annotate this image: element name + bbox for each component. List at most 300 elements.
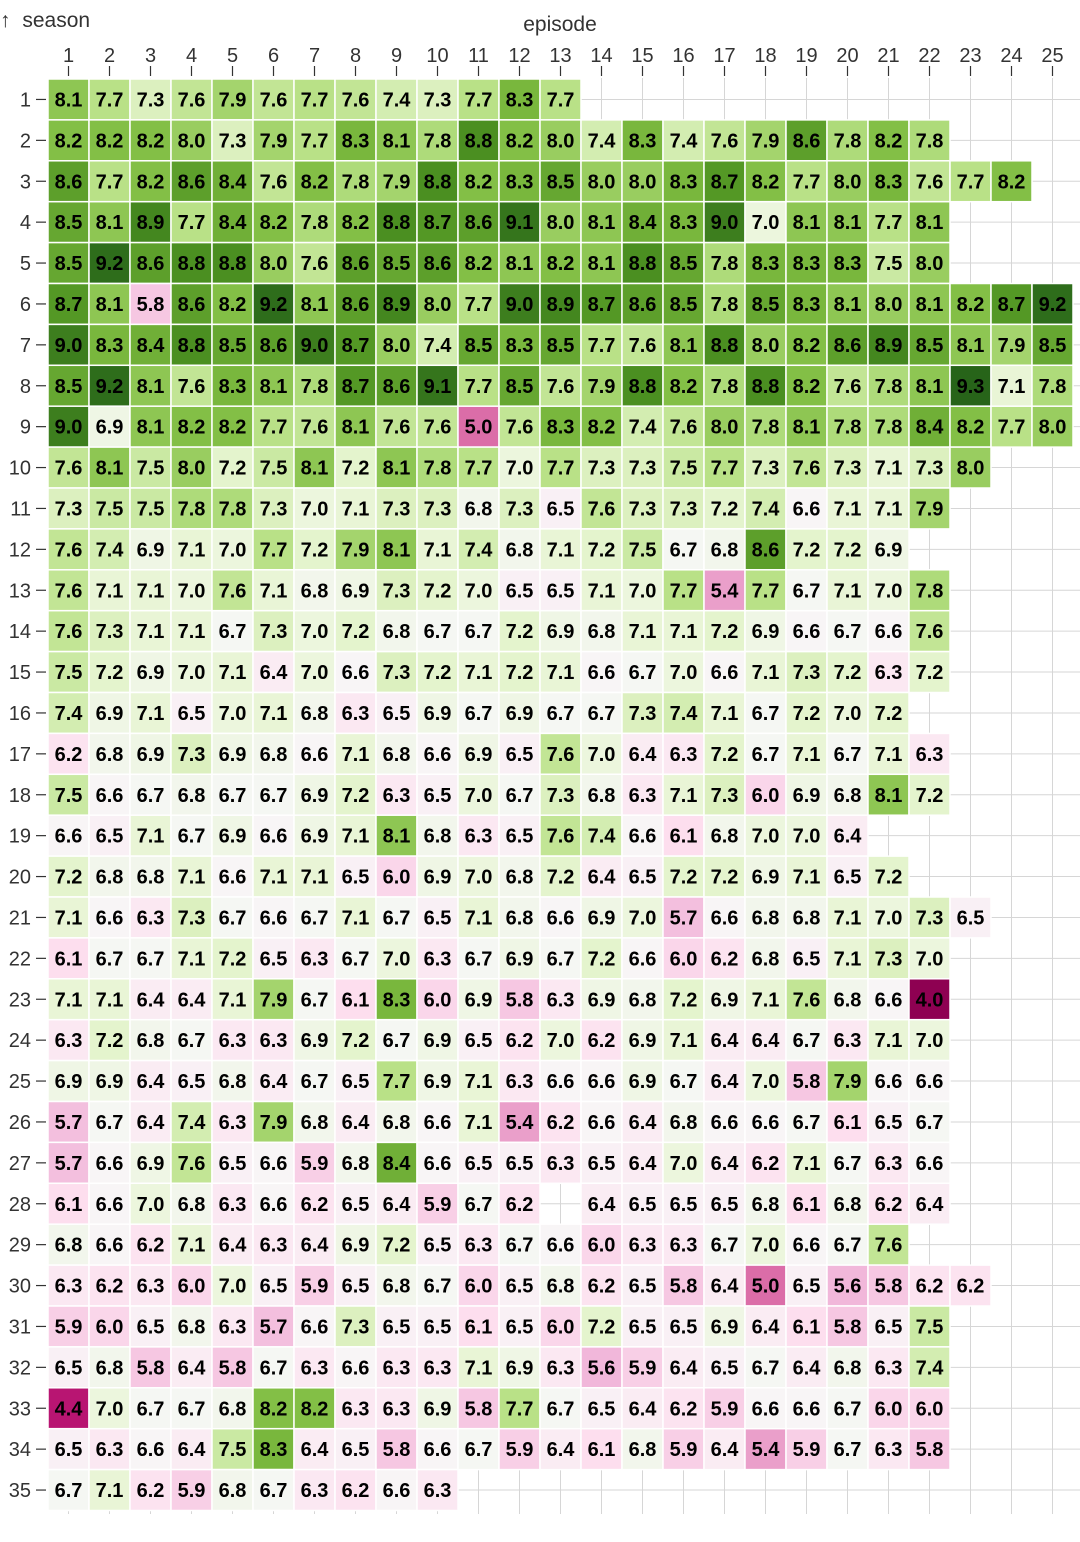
cell-value-label: 7.2 xyxy=(341,457,370,480)
y-tick-label: 16 xyxy=(8,702,31,725)
cell-value-label: 6.3 xyxy=(423,948,452,971)
cell-value-label: 7.6 xyxy=(587,498,616,521)
cell-value-label: 9.2 xyxy=(259,293,288,316)
cell-value-label: 5.9 xyxy=(177,1480,206,1503)
cell-value-label: 6.3 xyxy=(669,743,698,766)
cell-value-label: 7.0 xyxy=(751,212,780,235)
cell-value-label: 6.4 xyxy=(587,1193,616,1216)
cell-value-label: 5.7 xyxy=(669,907,698,930)
cell-value-label: 8.1 xyxy=(54,89,83,112)
cell-value-label: 8.4 xyxy=(136,334,165,357)
cell-value-label: 6.5 xyxy=(669,1316,698,1339)
cell-value-label: 7.5 xyxy=(259,457,288,480)
cell-value-label: 7.3 xyxy=(54,498,83,521)
cell-value-label: 6.8 xyxy=(833,784,862,807)
cell-value-label: 6.8 xyxy=(177,784,206,807)
cell-value-label: 7.3 xyxy=(218,130,247,153)
cell-value-label: 9.0 xyxy=(54,334,83,357)
cell-value-label: 6.5 xyxy=(464,1152,493,1175)
cell-value-label: 7.8 xyxy=(300,375,329,398)
cell-value-label: 7.1 xyxy=(833,907,862,930)
cell-value-label: 6.6 xyxy=(341,1357,370,1380)
cell-value-label: 8.1 xyxy=(792,416,821,439)
cell-value-label: 7.4 xyxy=(751,498,780,521)
cell-value-label: 5.9 xyxy=(505,1439,534,1462)
cell-value-label: 5.6 xyxy=(833,1275,862,1298)
cell-value-label: 6.5 xyxy=(587,1398,616,1421)
cell-value-label: 6.8 xyxy=(382,1275,411,1298)
cell-value-label: 7.6 xyxy=(915,171,944,194)
cell-value-label: 8.7 xyxy=(54,293,83,316)
cell-value-label: 6.9 xyxy=(136,662,165,685)
cell-value-label: 6.3 xyxy=(136,907,165,930)
cell-value-label: 8.4 xyxy=(382,1152,411,1175)
cell-value-label: 8.1 xyxy=(382,539,411,562)
cell-value-label: 6.2 xyxy=(710,948,739,971)
cell-value-label: 6.3 xyxy=(382,1357,411,1380)
cell-value-label: 6.3 xyxy=(874,1152,903,1175)
y-tick-label: 24 xyxy=(8,1030,31,1053)
x-axis xyxy=(63,13,1064,76)
cell-value-label: 6.3 xyxy=(136,1275,165,1298)
cell-value-label: 7.5 xyxy=(874,253,903,276)
cell-value-label: 7.2 xyxy=(792,702,821,725)
cell-value-label: 7.2 xyxy=(505,662,534,685)
cell-value-label: 9.1 xyxy=(423,375,452,398)
cell-value-label: 6.7 xyxy=(259,784,288,807)
cell-value-label: 8.1 xyxy=(915,375,944,398)
cell-value-label: 6.8 xyxy=(751,907,780,930)
cell-value-label: 6.7 xyxy=(177,1030,206,1053)
cell-value-label: 6.5 xyxy=(423,784,452,807)
cell-value-label: 7.0 xyxy=(177,580,206,603)
cell-value-label: 6.0 xyxy=(546,1316,575,1339)
cell-value-label: 8.2 xyxy=(136,171,165,194)
cell-value-label: 6.4 xyxy=(710,1275,739,1298)
cell-value-label: 8.2 xyxy=(874,130,903,153)
cell-value-label: 7.0 xyxy=(136,1193,165,1216)
cell-value-label: 6.3 xyxy=(259,1234,288,1257)
cell-value-label: 6.8 xyxy=(300,702,329,725)
cell-value-label: 8.0 xyxy=(833,171,862,194)
cell-value-label: 7.3 xyxy=(259,498,288,521)
cell-value-label: 7.3 xyxy=(382,662,411,685)
cell-value-label: 7.3 xyxy=(833,457,862,480)
cell-value-label: 6.9 xyxy=(423,1398,452,1421)
cell-value-label: 6.9 xyxy=(136,539,165,562)
cell-value-label: 6.4 xyxy=(136,1111,165,1134)
cell-value-label: 7.8 xyxy=(341,171,370,194)
cell-value-label: 7.8 xyxy=(874,416,903,439)
cell-value-label: 8.5 xyxy=(54,212,83,235)
cell-value-label: 6.9 xyxy=(546,621,575,644)
cell-value-label: 6.5 xyxy=(505,1275,534,1298)
cell-value-label: 7.7 xyxy=(505,1398,534,1421)
cell-value-label: 8.1 xyxy=(669,334,698,357)
cell-value-label: 8.2 xyxy=(259,212,288,235)
cell-value-label: 7.6 xyxy=(874,1234,903,1257)
cell-value-label: 6.6 xyxy=(792,1234,821,1257)
cell-value-label: 6.3 xyxy=(874,1439,903,1462)
cell-value-label: 6.4 xyxy=(177,1357,206,1380)
cell-value-label: 6.0 xyxy=(382,866,411,889)
cell-value-label: 6.2 xyxy=(956,1275,985,1298)
cell-value-label: 7.7 xyxy=(997,416,1026,439)
cell-value-label: 8.2 xyxy=(751,171,780,194)
cell-value-label: 8.0 xyxy=(382,334,411,357)
cell-value-label: 6.8 xyxy=(218,1480,247,1503)
cell-value-label: 6.7 xyxy=(505,1234,534,1257)
cell-value-label: 7.5 xyxy=(54,784,83,807)
cell-value-label: 6.3 xyxy=(669,1234,698,1257)
cell-value-label: 6.4 xyxy=(587,866,616,889)
cell-value-label: 8.1 xyxy=(956,334,985,357)
cell-value-label: 6.4 xyxy=(546,1439,575,1462)
cell-value-label: 7.7 xyxy=(751,580,780,603)
cell-value-label: 6.5 xyxy=(423,907,452,930)
x-tick-label: 16 xyxy=(672,45,695,67)
cell-value-label: 8.6 xyxy=(177,293,206,316)
cell-value-label: 7.1 xyxy=(95,989,124,1012)
cell-value-label: 8.6 xyxy=(177,171,206,194)
cell-value-label: 8.3 xyxy=(546,416,575,439)
cell-value-label: 6.9 xyxy=(54,1071,83,1094)
x-tick-label: 9 xyxy=(390,45,403,67)
cell-value-label: 6.6 xyxy=(546,1234,575,1257)
cell-value-label: 6.3 xyxy=(341,702,370,725)
cell-value-label: 5.8 xyxy=(833,1316,862,1339)
cell-value-label: 8.2 xyxy=(136,130,165,153)
cell-value-label: 6.5 xyxy=(505,1316,534,1339)
x-tick-label: 5 xyxy=(226,45,239,67)
cell-value-label: 8.0 xyxy=(710,416,739,439)
cell-value-label: 8.1 xyxy=(95,457,124,480)
cell-value-label: 8.0 xyxy=(259,253,288,276)
x-tick-label: 3 xyxy=(144,45,157,67)
cell-value-label: 8.0 xyxy=(956,457,985,480)
cell-value-label: 6.4 xyxy=(177,1439,206,1462)
cell-value-label: 7.0 xyxy=(915,1030,944,1053)
cell-value-label: 7.7 xyxy=(956,171,985,194)
cell-value-label: 6.2 xyxy=(669,1398,698,1421)
cell-value-label: 7.4 xyxy=(54,702,83,725)
cell-value-label: 8.7 xyxy=(587,293,616,316)
cell-value-label: 7.2 xyxy=(669,866,698,889)
y-tick-label: 34 xyxy=(8,1439,31,1462)
cell-value-label: 7.1 xyxy=(177,866,206,889)
cell-value-label: 7.5 xyxy=(95,498,124,521)
cell-value-label: 6.2 xyxy=(751,1152,780,1175)
cell-value-label: 7.6 xyxy=(628,334,657,357)
cell-value-label: 9.1 xyxy=(505,212,534,235)
cell-value-label: 7.9 xyxy=(382,171,411,194)
cell-value-label: 6.6 xyxy=(710,662,739,685)
cell-value-label: 7.2 xyxy=(54,866,83,889)
cell-value-label: 5.4 xyxy=(710,580,739,603)
cell-value-label: 8.2 xyxy=(54,130,83,153)
cell-value-label: 6.8 xyxy=(751,948,780,971)
cell-value-label: 7.1 xyxy=(464,662,493,685)
cell-value-label: 6.4 xyxy=(259,662,288,685)
cell-value-label: 7.5 xyxy=(915,1316,944,1339)
cell-value-label: 6.3 xyxy=(423,1357,452,1380)
cell-value-label: 8.0 xyxy=(915,253,944,276)
cell-value-label: 8.5 xyxy=(669,293,698,316)
cell-value-label: 7.7 xyxy=(382,1071,411,1094)
cell-value-label: 6.9 xyxy=(751,866,780,889)
cell-value-label: 6.6 xyxy=(792,1398,821,1421)
cell-value-label: 6.7 xyxy=(628,662,657,685)
cell-value-label: 7.2 xyxy=(915,662,944,685)
cell-value-label: 8.8 xyxy=(464,130,493,153)
cell-value-label: 7.8 xyxy=(915,130,944,153)
cell-value-label: 8.2 xyxy=(956,293,985,316)
cell-value-label: 8.1 xyxy=(341,416,370,439)
cell-value-label: 7.1 xyxy=(833,580,862,603)
cell-value-label: 7.2 xyxy=(546,866,575,889)
cell-value-label: 6.5 xyxy=(792,1275,821,1298)
cell-value-label: 6.9 xyxy=(218,825,247,848)
cell-value-label: 8.3 xyxy=(259,1439,288,1462)
cell-value-label: 6.6 xyxy=(587,1111,616,1134)
cell-value-label: 6.7 xyxy=(546,702,575,725)
cell-value-label: 6.6 xyxy=(423,1439,452,1462)
cell-value-label: 6.7 xyxy=(464,1439,493,1462)
cell-value-label: 6.3 xyxy=(915,743,944,766)
cell-value-label: 6.5 xyxy=(341,1439,370,1462)
cell-value-label: 6.7 xyxy=(136,948,165,971)
cell-value-label: 6.7 xyxy=(300,1071,329,1094)
y-tick-label: 13 xyxy=(8,580,31,603)
cell-value-label: 7.6 xyxy=(177,1152,206,1175)
cell-value-label: 8.0 xyxy=(546,130,575,153)
cell-value-label: 7.7 xyxy=(177,212,206,235)
cell-value-label: 8.0 xyxy=(874,293,903,316)
cell-value-label: 7.0 xyxy=(505,457,534,480)
cell-value-label: 6.3 xyxy=(218,1316,247,1339)
y-tick-label: 18 xyxy=(8,784,31,807)
cell-value-label: 6.5 xyxy=(710,1357,739,1380)
cell-value-label: 6.7 xyxy=(54,1480,83,1503)
cell-value-label: 8.5 xyxy=(464,334,493,357)
cell-value-label: 6.3 xyxy=(546,989,575,1012)
cell-value-label: 6.7 xyxy=(792,1030,821,1053)
x-tick-label: 25 xyxy=(1041,45,1064,67)
cell-value-label: 7.4 xyxy=(464,539,493,562)
cell-value-label: 8.2 xyxy=(792,375,821,398)
cell-value-label: 7.1 xyxy=(874,457,903,480)
cell-value-label: 7.3 xyxy=(177,907,206,930)
cell-value-label: 6.8 xyxy=(587,621,616,644)
cell-value-label: 6.4 xyxy=(382,1193,411,1216)
y-axis-title-text: season xyxy=(22,9,91,32)
cell-value-label: 7.1 xyxy=(136,621,165,644)
cell-value-label: 6.8 xyxy=(669,1111,698,1134)
cell-value-label: 6.8 xyxy=(833,1193,862,1216)
y-tick-label: 4 xyxy=(19,212,31,235)
y-tick-label: 27 xyxy=(8,1152,31,1175)
cell-value-label: 6.7 xyxy=(464,621,493,644)
cell-value-label: 5.6 xyxy=(587,1357,616,1380)
cell-value-label: 6.5 xyxy=(341,1071,370,1094)
y-tick-label: 22 xyxy=(8,948,31,971)
cell-value-label: 7.1 xyxy=(218,989,247,1012)
cell-value-label: 8.5 xyxy=(54,375,83,398)
y-tick-label: 15 xyxy=(8,662,31,685)
cell-value-label: 7.0 xyxy=(464,784,493,807)
cell-value-label: 7.7 xyxy=(874,212,903,235)
cell-value-label: 8.2 xyxy=(997,171,1026,194)
cell-value-label: 6.9 xyxy=(505,702,534,725)
cell-value-label: 8.0 xyxy=(177,457,206,480)
cell-value-label: 8.5 xyxy=(546,334,575,357)
cell-value-label: 6.5 xyxy=(546,580,575,603)
cell-value-label: 6.2 xyxy=(505,1193,534,1216)
cell-value-label: 6.8 xyxy=(95,743,124,766)
cell-value-label: 6.3 xyxy=(300,1357,329,1380)
cell-value-label: 6.9 xyxy=(587,907,616,930)
cell-value-label: 6.5 xyxy=(628,1193,657,1216)
cell-value-label: 7.1 xyxy=(874,1030,903,1053)
cell-value-label: 7.6 xyxy=(710,130,739,153)
cell-value-label: 6.8 xyxy=(751,1193,780,1216)
y-tick-label: 28 xyxy=(8,1193,31,1216)
cell-value-label: 6.1 xyxy=(833,1111,862,1134)
cell-value-label: 6.9 xyxy=(464,743,493,766)
cell-value-label: 8.6 xyxy=(464,212,493,235)
cell-value-label: 6.4 xyxy=(669,1357,698,1380)
cell-value-label: 8.6 xyxy=(341,293,370,316)
cell-value-label: 6.5 xyxy=(956,907,985,930)
cell-value-label: 7.1 xyxy=(751,662,780,685)
cell-value-label: 6.6 xyxy=(341,662,370,685)
cell-value-label: 6.6 xyxy=(751,1111,780,1134)
cell-value-label: 8.6 xyxy=(751,539,780,562)
cell-value-label: 7.8 xyxy=(1038,375,1067,398)
cell-value-label: 7.4 xyxy=(587,130,616,153)
x-tick-label: 13 xyxy=(549,45,572,67)
cell-value-label: 7.6 xyxy=(300,253,329,276)
cell-value-label: 7.6 xyxy=(177,89,206,112)
cell-value-label: 7.2 xyxy=(710,866,739,889)
y-tick-label: 10 xyxy=(8,457,31,480)
cell-value-label: 7.6 xyxy=(792,457,821,480)
cell-value-label: 8.3 xyxy=(874,171,903,194)
cell-value-label: 7.5 xyxy=(136,457,165,480)
cell-value-label: 6.6 xyxy=(587,662,616,685)
cell-value-label: 6.0 xyxy=(669,948,698,971)
cell-value-label: 8.3 xyxy=(751,253,780,276)
cell-value-label: 8.1 xyxy=(874,784,903,807)
cell-value-label: 9.0 xyxy=(505,293,534,316)
cell-value-label: 6.6 xyxy=(628,825,657,848)
cell-value-label: 5.8 xyxy=(464,1398,493,1421)
cell-value-label: 6.7 xyxy=(300,907,329,930)
cell-value-label: 7.4 xyxy=(915,1357,944,1380)
cell-value-label: 6.7 xyxy=(218,784,247,807)
cell-value-label: 6.4 xyxy=(833,825,862,848)
cell-value-label: 7.2 xyxy=(710,743,739,766)
cell-value-label: 7.0 xyxy=(751,1234,780,1257)
cell-value-label: 5.7 xyxy=(54,1111,83,1134)
cell-value-label: 6.4 xyxy=(628,1398,657,1421)
cell-value-label: 7.1 xyxy=(423,539,452,562)
cell-value-label: 6.9 xyxy=(423,702,452,725)
cell-value-label: 8.6 xyxy=(54,171,83,194)
cell-value-label: 8.5 xyxy=(1038,334,1067,357)
cell-value-label: 7.2 xyxy=(341,1030,370,1053)
cell-value-label: 6.4 xyxy=(710,1030,739,1053)
cell-value-label: 8.8 xyxy=(710,334,739,357)
cell-value-label: 7.8 xyxy=(874,375,903,398)
cell-value-label: 7.6 xyxy=(833,375,862,398)
cell-value-label: 9.0 xyxy=(54,416,83,439)
cell-value-label: 8.0 xyxy=(177,130,206,153)
cell-value-label: 7.2 xyxy=(587,948,616,971)
cell-value-label: 7.2 xyxy=(218,457,247,480)
cell-value-label: 8.2 xyxy=(464,253,493,276)
cell-value-label: 6.5 xyxy=(341,866,370,889)
cell-value-label: 5.8 xyxy=(874,1275,903,1298)
cell-value-label: 8.1 xyxy=(505,253,534,276)
cell-value-label: 6.2 xyxy=(587,1275,616,1298)
cell-value-label: 7.3 xyxy=(751,457,780,480)
cell-value-label: 6.8 xyxy=(382,621,411,644)
cell-value-label: 7.9 xyxy=(997,334,1026,357)
cell-value-label: 7.0 xyxy=(751,1071,780,1094)
cell-value-label: 6.9 xyxy=(505,948,534,971)
cell-value-label: 8.4 xyxy=(218,212,247,235)
cell-value-label: 6.6 xyxy=(587,1071,616,1094)
x-tick-label: 7 xyxy=(308,45,321,67)
cell-value-label: 8.4 xyxy=(628,212,657,235)
cell-value-label: 6.5 xyxy=(505,743,534,766)
cell-value-label: 7.0 xyxy=(218,702,247,725)
cell-value-label: 5.9 xyxy=(710,1398,739,1421)
cell-value-label: 7.9 xyxy=(259,989,288,1012)
cell-value-label: 8.6 xyxy=(341,253,370,276)
cell-value-label: 6.2 xyxy=(136,1234,165,1257)
y-tick-label: 9 xyxy=(19,416,31,439)
cell-value-label: 6.6 xyxy=(259,1193,288,1216)
cell-value-label: 8.1 xyxy=(136,375,165,398)
cell-value-label: 7.1 xyxy=(546,539,575,562)
cell-value-label: 6.6 xyxy=(915,1071,944,1094)
cell-value-label: 8.6 xyxy=(792,130,821,153)
cell-value-label: 6.6 xyxy=(546,907,575,930)
cell-value-label: 7.7 xyxy=(669,580,698,603)
cell-value-label: 8.3 xyxy=(505,171,534,194)
cell-value-label: 7.3 xyxy=(874,948,903,971)
cell-value-label: 9.2 xyxy=(95,375,124,398)
y-tick-label: 8 xyxy=(19,375,31,398)
cell-value-label: 7.3 xyxy=(259,621,288,644)
x-tick-label: 22 xyxy=(918,45,941,67)
cell-value-label: 7.3 xyxy=(423,498,452,521)
y-tick-label: 31 xyxy=(8,1316,31,1339)
cell-value-label: 6.6 xyxy=(218,866,247,889)
cell-value-label: 6.7 xyxy=(218,621,247,644)
cell-value-label: 6.7 xyxy=(833,743,862,766)
cell-value-label: 6.5 xyxy=(628,1275,657,1298)
cell-value-label: 6.3 xyxy=(382,784,411,807)
cell-value-label: 7.2 xyxy=(874,702,903,725)
cell-value-label: 6.8 xyxy=(710,539,739,562)
cell-value-label: 8.0 xyxy=(1038,416,1067,439)
cell-value-label: 6.4 xyxy=(751,1030,780,1053)
cell-value-label: 7.1 xyxy=(792,1152,821,1175)
cell-value-label: 7.1 xyxy=(177,621,206,644)
